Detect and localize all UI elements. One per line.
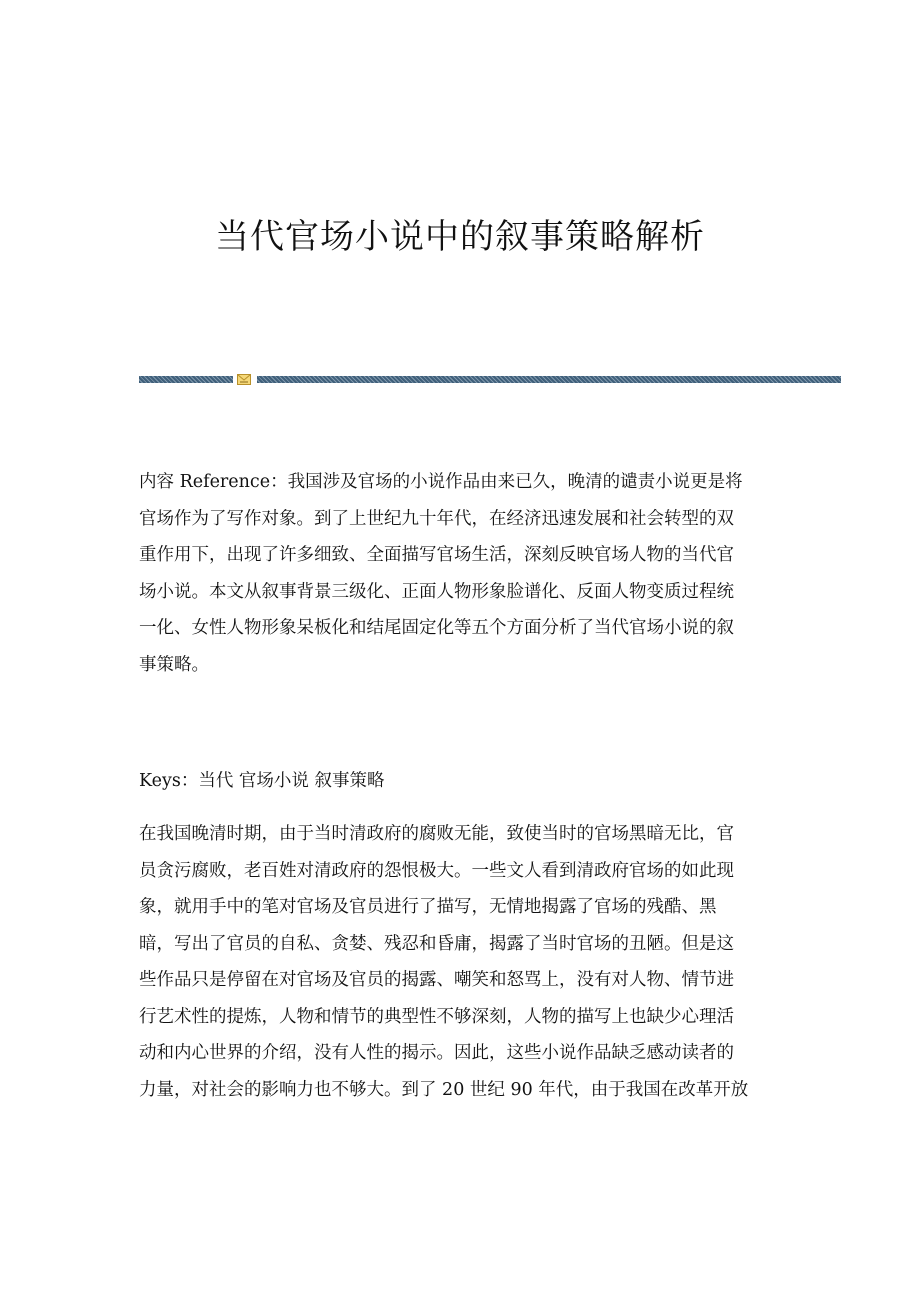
body-line: 暗，写出了官员的自私、贪婪、残忍和昏庸，揭露了当时官场的丑陋。但是这 bbox=[139, 933, 734, 954]
body-line: 动和内心世界的介绍，没有人性的揭示。因此，这些小说作品缺乏感动读者的 bbox=[139, 1043, 734, 1063]
divider-bar-left bbox=[139, 376, 233, 383]
envelope-icon bbox=[237, 374, 251, 385]
divider-bar-right bbox=[257, 376, 841, 383]
abstract-paragraph bbox=[139, 464, 789, 683]
body-line: 在我国晚清时期，由于当时清政府的腐败无能，致使当时的官场黑暗无比，官 bbox=[139, 824, 734, 844]
body-paragraph bbox=[139, 816, 789, 1108]
body-line: 员贪污腐败，老百姓对清政府的怨恨极大。一些文人看到清政府官场的如此现 bbox=[139, 860, 734, 881]
abstract-line: 场小说。本文从叙事背景三级化、正面人物形象脸谱化、反面人物变质过程统 bbox=[139, 581, 734, 602]
abstract-line: 官场作为了写作对象。到了上世纪九十年代，在经济迅速发展和社会转型的双 bbox=[139, 508, 734, 529]
abstract-line: 事策略。 bbox=[139, 654, 209, 675]
page-title: 当代官场小说中的叙事策略解析 bbox=[215, 217, 705, 257]
abstract-line: 一化、女性人物形象呆板化和结尾固定化等五个方面分析了当代官场小说的叙 bbox=[139, 618, 734, 638]
body-line: 力量，对社会的影响力也不够大。到了 20 世纪 90 年代，由于我国在改革开放 bbox=[139, 1079, 749, 1100]
keywords-text: Keys：当代 官场小说 叙事策略 bbox=[139, 771, 385, 791]
body-line: 象，就用手中的笔对官场及官员进行了描写，无情地揭露了官场的残酷、黑 bbox=[139, 897, 717, 917]
body-line: 行艺术性的提炼，人物和情节的典型性不够深刻，人物的描写上也缺少心理活 bbox=[139, 1006, 734, 1027]
abstract-line: 重作用下，出现了许多细致、全面描写官场生活，深刻反映官场人物的当代官 bbox=[139, 545, 734, 565]
abstract-line: 内容 Reference：我国涉及官场的小说作品由来已久，晚清的谴责小说更是将 bbox=[139, 472, 743, 492]
title-divider bbox=[139, 374, 841, 386]
keywords-line bbox=[139, 763, 789, 800]
body-line: 些作品只是停留在对官场及官员的揭露、嘲笑和怒骂上，没有对人物、情节进 bbox=[139, 970, 734, 990]
